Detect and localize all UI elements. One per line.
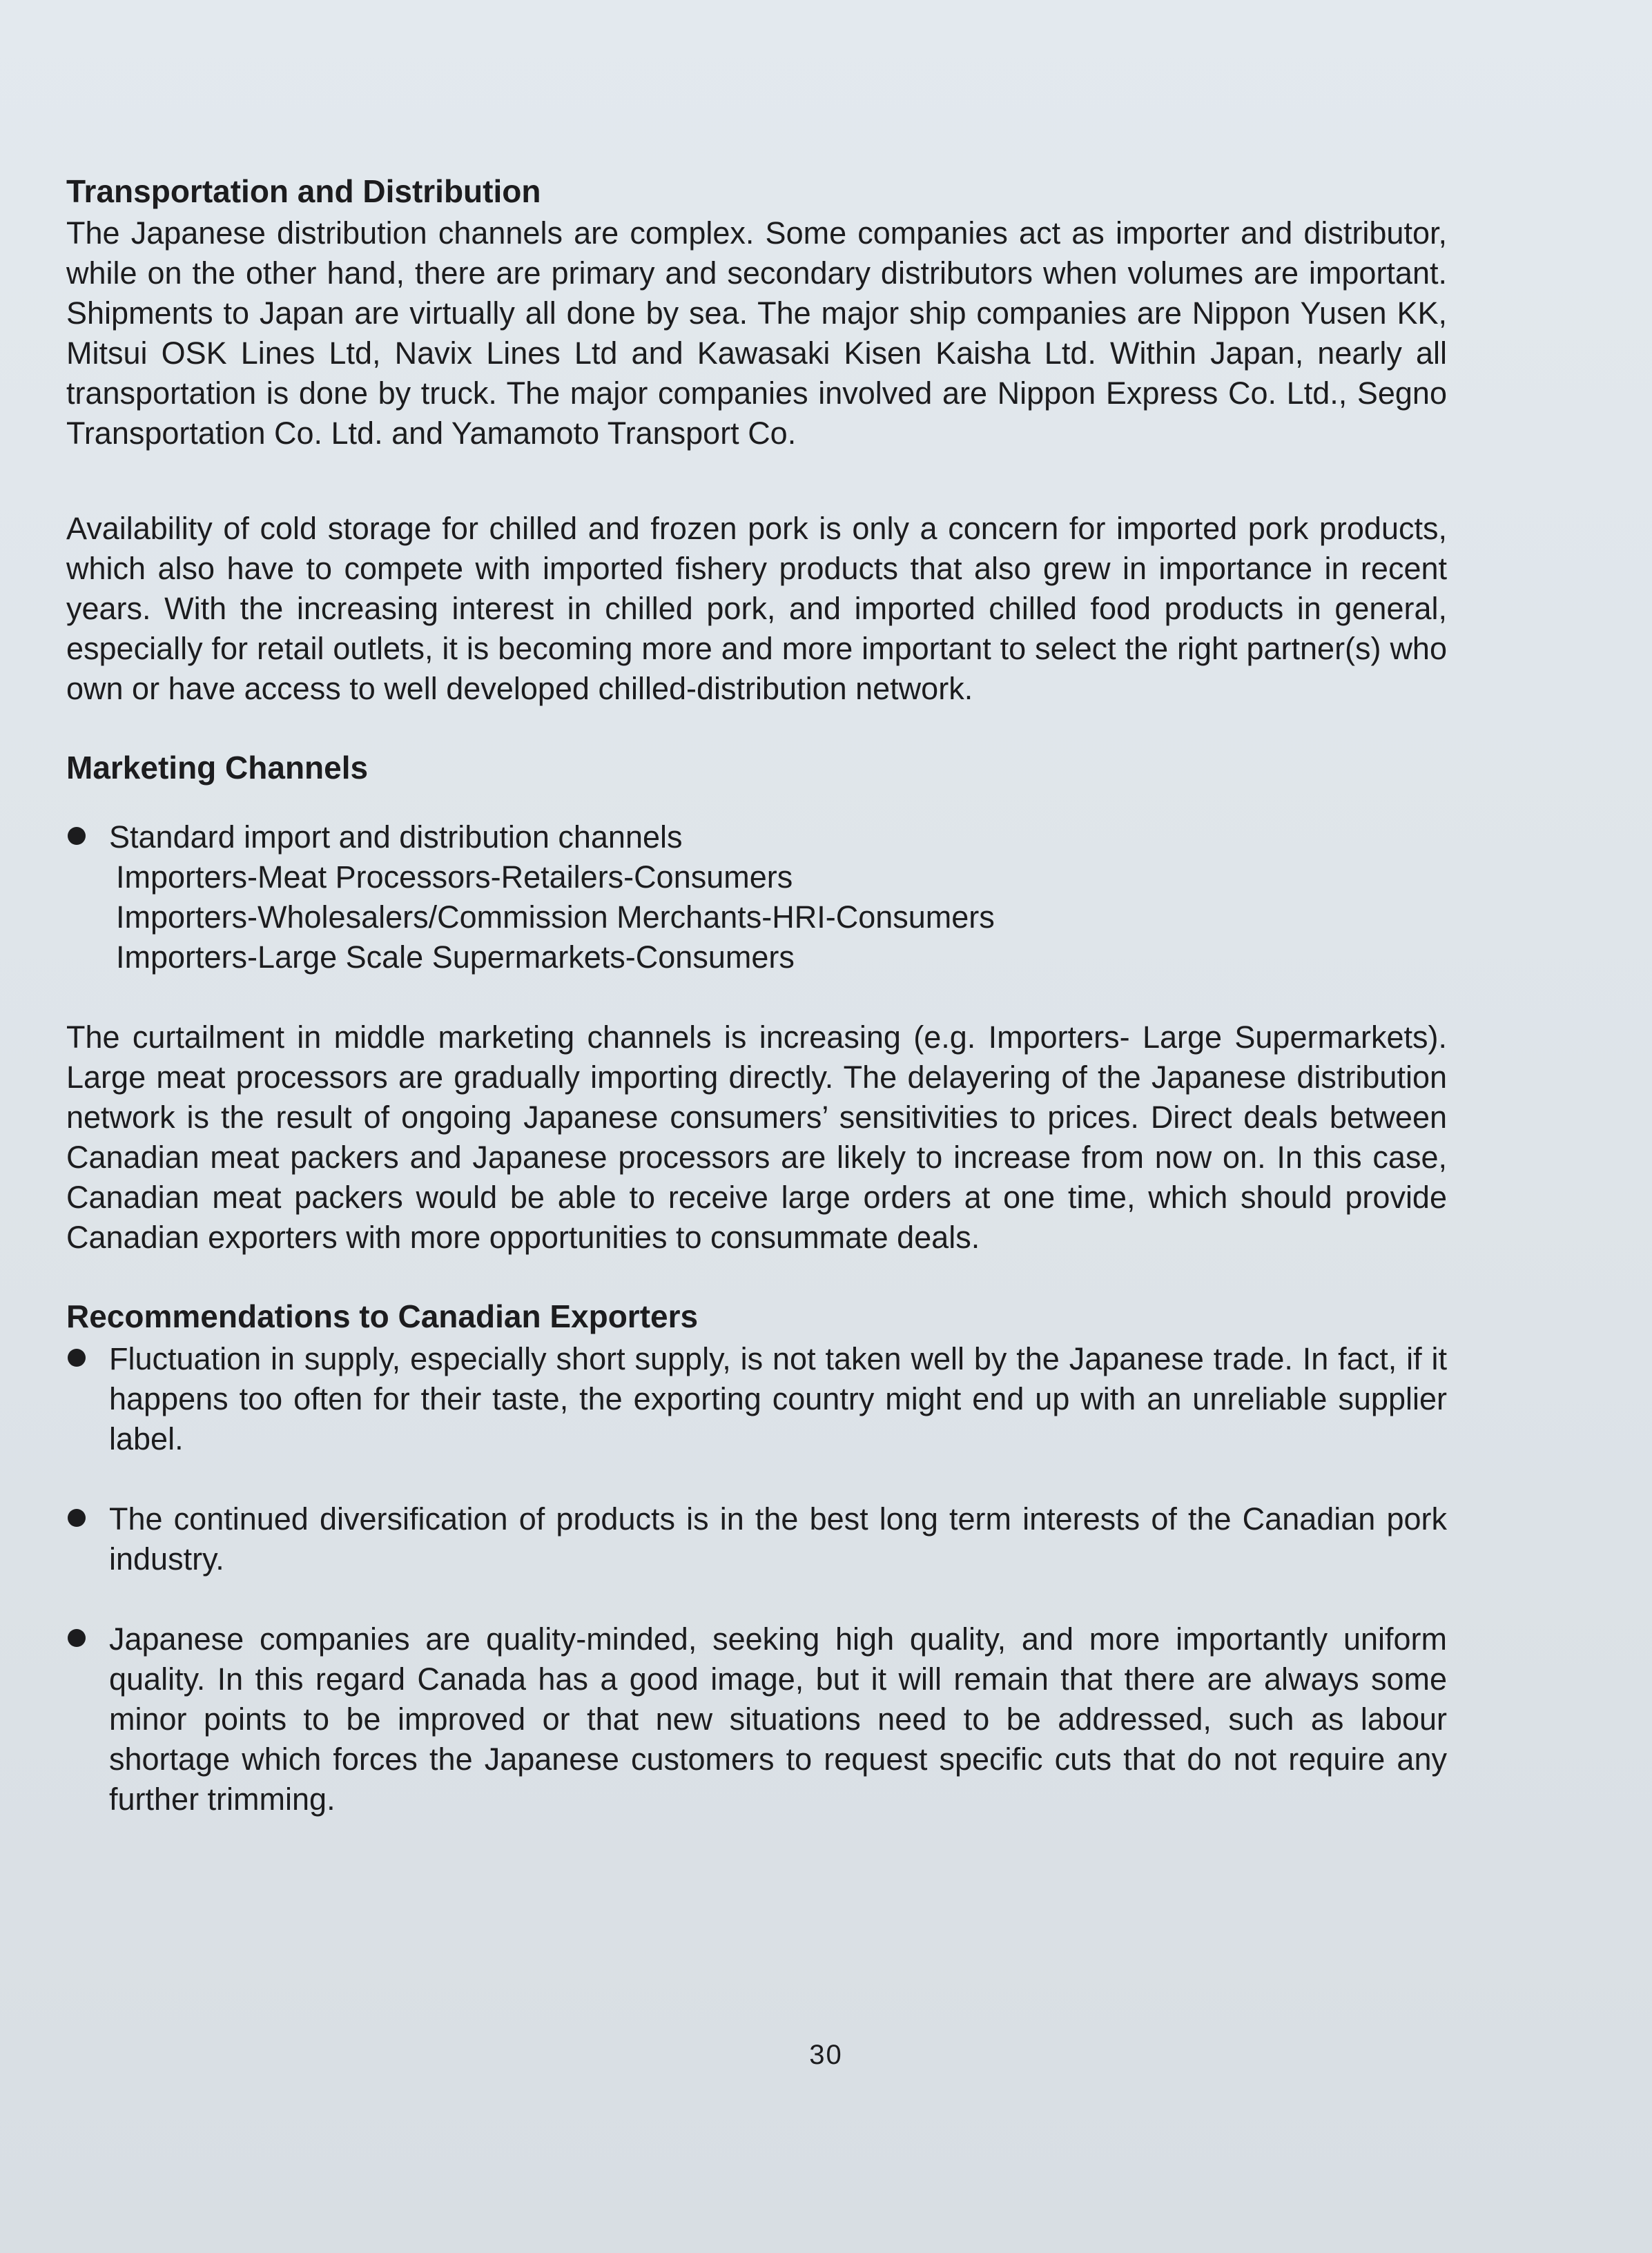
recommendation-text: The continued diversification of products is in the best long term interests of the Canadian pork industry. [109,1501,1447,1577]
transport-heading: Transportation and Distribution [66,173,541,209]
channels-title: Standard import and distribution channels [109,819,683,855]
list-item [66,1339,1447,1459]
channel-line: Importers-Meat Processors-Retailers-Consumers [116,859,793,895]
cold-storage-paragraph: Availability of cold storage for chilled and frozen pork is only a concern for imported pork products, which also have to compete with imported fishery products that also grew in importance in recent years. With the increasing interest in chilled pork, and imported chilled food products in general, especially for retail outlets, it is becoming more and more important to select the right partner(s) who own or have access to well developed chilled-distribution network. [66,511,1447,707]
marketing-bullet-list [66,817,1447,977]
recommendation-text: Fluctuation in supply, especially short supply, is not taken well by the Japanese trade. In fact, if it happens too often for their taste, the exporting country might end up with an unreliable supplier label. [109,1340,1447,1456]
page-content [66,173,1447,1820]
channel-line: Importers-Large Scale Supermarkets-Consumers [116,939,795,975]
bullet-icon [68,1629,86,1647]
marketing-heading: Marketing Channels [66,750,369,786]
page-number: 30 [809,2040,843,2070]
transport-paragraph: The Japanese distribution channels are complex. Some companies act as importer and distributor, while on the other hand, there are primary and secondary distributors when volumes are important. Shipments to Japan are virtually all done by sea. The major ship companies are Nippon Yusen KK, Mitsui OSK Lines Ltd, Navix Lines Ltd and Kawasaki Kisen Kaisha Ltd. Within Japan, nearly all transportation is done by truck. The major companies involved are Nippon Express Co. Ltd., Segno Transportation Co. Ltd. and Yamamoto Transport Co. [66,215,1447,451]
list-item [66,1619,1447,1820]
list-item [66,1499,1447,1579]
bullet-icon [68,827,86,845]
recommendations-list [66,1339,1447,1820]
bullet-icon [68,1509,86,1527]
bullet-icon [68,1349,86,1367]
marketing-paragraph: The curtailment in middle marketing channels is increasing (e.g. Importers- Large Supermarkets). Large meat processors are gradually importing directly. The delayering of the Japanese distribution network is the result of ongoing Japanese consumers’ sensitivities to prices. Direct deals between Canadian meat packers and Japanese processors are likely to increase from now on. In this case, Canadian meat packers would be able to receive large orders at one time, which should provide Canadian exporters with more opportunities to consummate deals. [66,1020,1447,1256]
list-item [66,817,1447,977]
recommendations-heading: Recommendations to Canadian Exporters [66,1298,699,1335]
channel-line: Importers-Wholesalers/Commission Merchants-HRI-Consumers [116,899,995,935]
recommendation-text: Japanese companies are quality-minded, seeking high quality, and more importantly uniform quality. In this regard Canada has a good image, but it will remain that there are always some minor points to be improved or that new situations need to be addressed, such as labour shortage which forces the Japanese customers to request specific cuts that do not require any further trimming. [109,1621,1447,1817]
